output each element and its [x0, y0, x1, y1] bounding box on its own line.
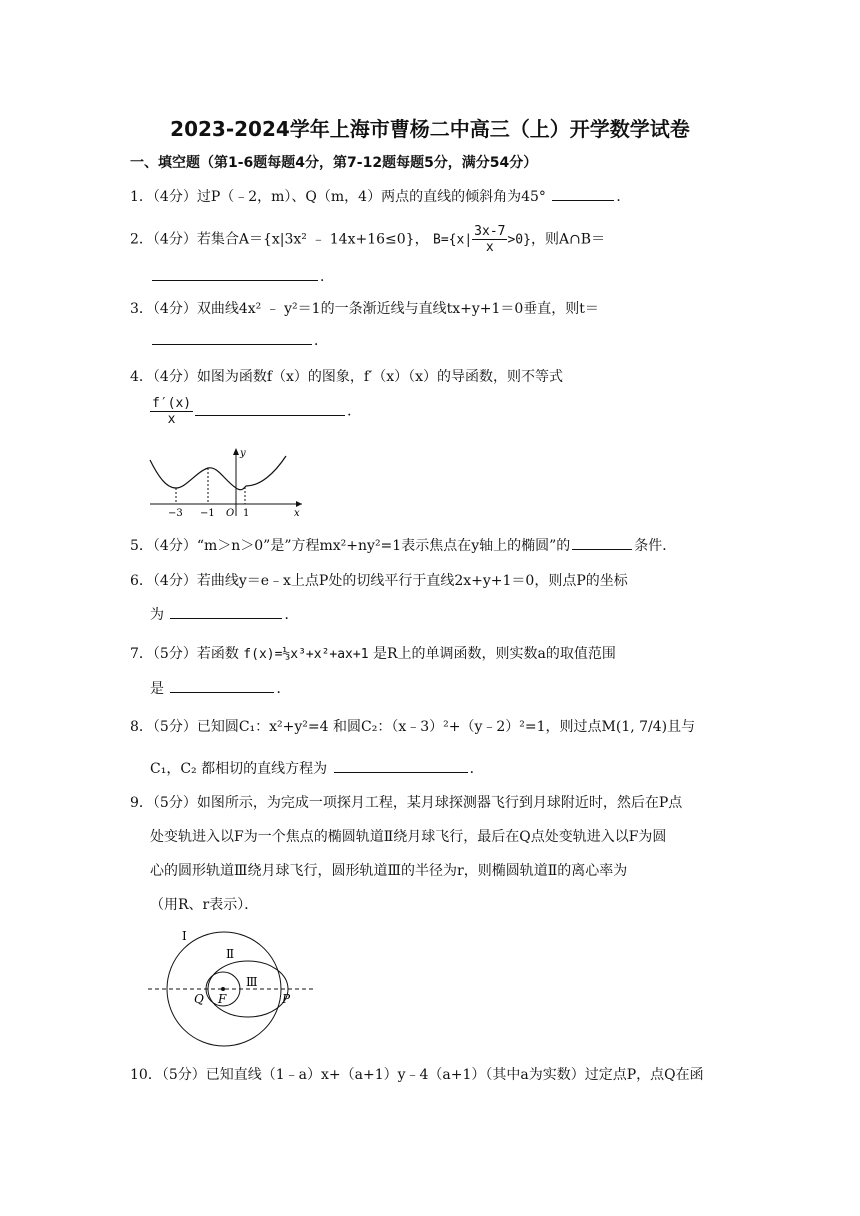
label-I: Ⅰ [182, 929, 187, 943]
question-number: 1． [130, 189, 153, 205]
punctuation: ． [347, 403, 362, 420]
answer-blank[interactable] [552, 188, 614, 201]
question-7-answer-line [150, 680, 750, 698]
question-text: 是 [150, 681, 164, 697]
origin-label: O [226, 508, 235, 518]
question-9-line-3 [150, 862, 750, 880]
answer-blank[interactable] [572, 537, 632, 550]
function-graph [146, 446, 306, 518]
answer-blank[interactable] [195, 403, 345, 416]
punctuation: ． [469, 761, 484, 777]
question-text-end: 条件． [634, 538, 677, 554]
question-text: （4分）过P（﹣2，m）、Q（m，4）两点的直线的倾斜角为45° [152, 189, 546, 205]
punctuation: ． [616, 189, 631, 205]
question-text: （4分）若集合A＝{x|3x² ﹣ 14x+16≤0}， [152, 231, 429, 248]
question-number: 3． [130, 301, 153, 317]
question-text: （5分）已知直线（1﹣a）x+（a+1）y﹣4（a+1）（其中a为实数）过定点P，点Q在函 [161, 1067, 704, 1083]
punctuation: ． [276, 681, 291, 697]
question-text: （5分）如图所示，为完成一项探月工程，某月球探测器飞行到月球附近时，然后在P点 [152, 795, 683, 811]
question-text: （4分）双曲线4x² ﹣ y²＝1的一条渐近线与直线tx+y+1＝0垂直，则t＝ [152, 301, 599, 317]
question-number: 5． [130, 538, 153, 554]
label-Q: Q [194, 992, 204, 1006]
question-3 [130, 300, 730, 318]
question-2-answer-line [150, 268, 750, 286]
question-number: 2． [130, 231, 153, 248]
section-heading: 一、填空题（第1-6题每题4分，第7-12题每题5分，满分54分） [130, 155, 538, 171]
question-4 [130, 368, 730, 386]
denominator: x [167, 412, 176, 427]
question-number: 9． [130, 795, 153, 811]
function-curve [150, 456, 286, 490]
focus-point [221, 987, 225, 991]
question-text: （4分）如图为函数f（x）的图象，f′（x）（x）的导函数，则不等式 [152, 369, 564, 385]
tick-label: −3 [168, 508, 183, 518]
question-text: （5分）已知圆C₁：x²+y²=4 和圆C₂：（x﹣3）²+（y﹣2）²=1，则过点M(1, 7/4)且与 [152, 719, 696, 735]
question-1 [130, 188, 730, 206]
exam-title: 2023-2024学年上海市曹杨二中高三（上）开学数学试卷 [170, 117, 690, 141]
question-number: 7． [130, 646, 153, 662]
question-number: 10． [130, 1067, 162, 1083]
question-text: （4分）“m＞n＞0”是”方程mx²+ny²=1表示焦点在y轴上的椭圆”的 [152, 538, 571, 554]
answer-blank[interactable] [152, 268, 318, 281]
tick-label: 1 [243, 508, 250, 518]
label-F: F [218, 992, 227, 1006]
tick-label: −1 [200, 508, 215, 518]
numerator: 3x-7 [474, 224, 506, 239]
question-8-answer-line [150, 760, 750, 778]
question-number: 8． [130, 719, 153, 735]
question-text: 是R上的单调函数，则实数a的取值范围 [372, 646, 616, 662]
y-label: y [240, 448, 246, 459]
question-text: （4分）若曲线y＝e﹣x上点P处的切线平行于直线2x+y+1＝0，则点P的坐标 [152, 573, 628, 589]
question-5 [130, 537, 730, 555]
fraction [150, 396, 193, 427]
question-text: （用R、r表示）． [150, 897, 259, 913]
question-6-answer-line [150, 606, 750, 624]
question-number: 4． [130, 369, 153, 385]
question-6 [130, 572, 730, 590]
question-9-line-2 [150, 828, 750, 846]
numerator: f′(x) [152, 396, 192, 411]
answer-blank[interactable] [152, 332, 312, 345]
punctuation: ． [284, 607, 299, 623]
x-label: x [294, 508, 300, 518]
question-9-line-4 [150, 896, 750, 914]
question-4-answer-line [150, 396, 750, 427]
question-7 [130, 645, 730, 664]
set-b-open: B={x| [433, 232, 473, 248]
label-III: Ⅲ [246, 975, 258, 989]
question-9 [130, 794, 730, 812]
question-text: 为 [150, 607, 164, 623]
question-8 [130, 718, 730, 736]
denominator: x [485, 240, 494, 255]
x-axis-arrow [296, 501, 302, 507]
y-axis-arrow [233, 448, 239, 455]
answer-blank[interactable] [170, 680, 274, 693]
orbit-diagram [146, 924, 316, 1048]
fraction [472, 224, 507, 255]
question-10 [130, 1066, 730, 1084]
answer-blank[interactable] [334, 760, 468, 773]
question-text: C₁，C₂ 都相切的直线方程为 [150, 761, 328, 777]
question-text: （5分）若函数 [152, 646, 239, 662]
punctuation: ． [314, 333, 328, 349]
question-text: 心的圆形轨道Ⅲ绕月球飞行，圆形轨道Ⅲ的半径为r，则椭圆轨道Ⅱ的离心率为 [150, 863, 628, 879]
question-3-answer-line [150, 332, 750, 350]
question-text: 处变轨进入以F为一个焦点的椭圆轨道Ⅱ绕月球飞行，最后在Q点处变轨进入以F为圆 [150, 829, 667, 845]
answer-blank[interactable] [170, 606, 282, 619]
punctuation: ． [320, 269, 334, 285]
question-2 [130, 224, 730, 255]
label-P: P [282, 992, 291, 1006]
set-b-close: >0} [507, 232, 531, 248]
question-text: ，则A∩B＝ [530, 231, 606, 248]
label-II: Ⅱ [226, 947, 235, 961]
question-number: 6． [130, 573, 153, 589]
function-formula: f(x)=⅓x³+x²+ax+1 [243, 647, 369, 662]
